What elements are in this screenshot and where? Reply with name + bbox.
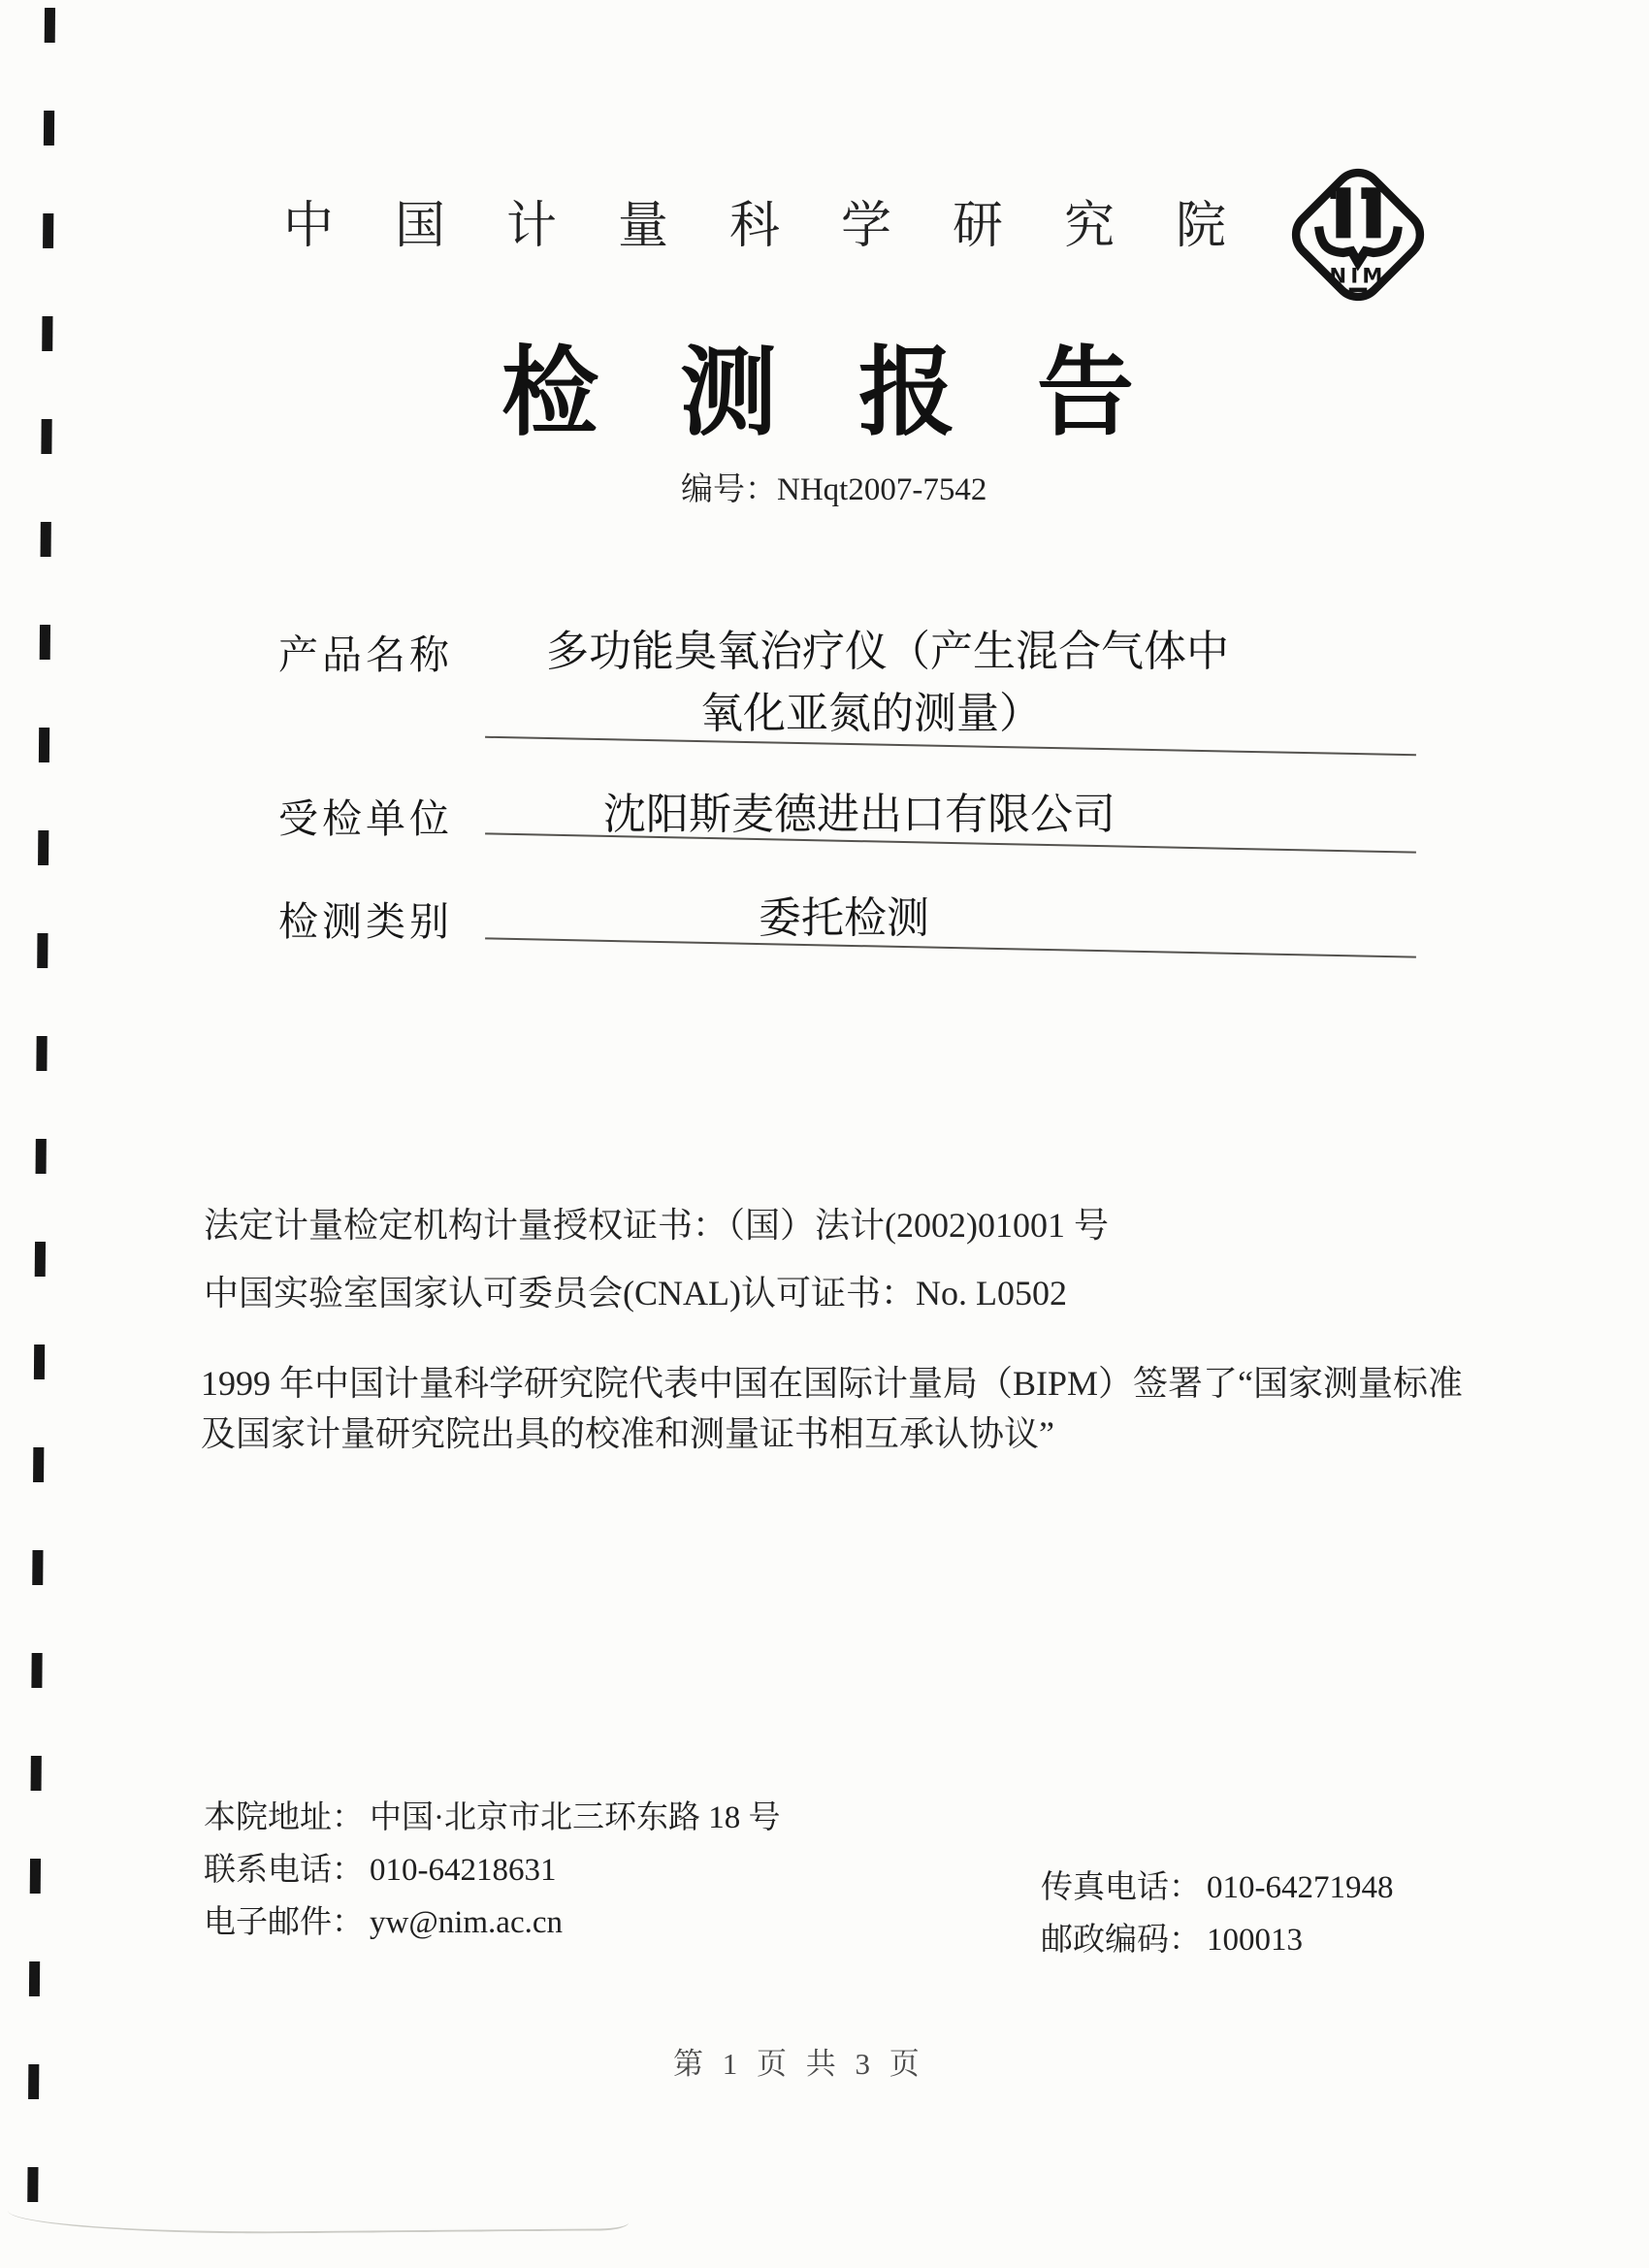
underline-product xyxy=(485,736,1416,756)
bipm-statement-line-1: 1999 年中国计量科学研究院代表中国在国际计量局（BIPM）签署了“国家测量标准 xyxy=(201,1364,1464,1403)
logo-underline xyxy=(1349,288,1367,292)
logo-abbr-text: NIM xyxy=(1329,264,1387,288)
bipm-statement-line-2: 及国家计量研究院出具的校准和测量证书相互承认协议” xyxy=(201,1414,1054,1453)
logo-serif-left xyxy=(1330,187,1336,199)
binding-marks xyxy=(27,8,55,2239)
contact-phone-line xyxy=(204,1855,557,1887)
underline-test-type xyxy=(485,937,1416,957)
report-number-line xyxy=(681,474,986,506)
logo-base-stroke xyxy=(1319,227,1398,263)
email-label: 电子邮件： xyxy=(204,1905,364,1940)
field-label-product: 产品名称 xyxy=(278,632,453,677)
contact-postcode-line xyxy=(1041,1925,1303,1957)
report-number-value: NHqt2007-7542 xyxy=(777,472,987,507)
phone-value: 010-64218631 xyxy=(370,1853,557,1888)
page-number-footer: 第 1 页 共 3 页 xyxy=(673,2047,925,2081)
phone-label: 联系电话： xyxy=(204,1853,364,1888)
logo-bar-right xyxy=(1366,187,1380,238)
nim-logo-svg xyxy=(1277,151,1439,318)
postcode-label: 邮政编码： xyxy=(1041,1923,1201,1958)
report-title: 检测报告 xyxy=(501,340,1215,447)
field-label-client: 受检单位 xyxy=(278,796,453,841)
contact-fax-line xyxy=(1041,1872,1394,1904)
report-number-label: 编号： xyxy=(681,472,777,507)
contact-address-line xyxy=(204,1802,781,1834)
field-label-test-type: 检测类别 xyxy=(278,899,453,944)
field-value-client: 沈阳斯麦德进出口有限公司 xyxy=(603,791,1116,838)
fax-value: 010-64271948 xyxy=(1207,1870,1394,1905)
postcode-value: 100013 xyxy=(1207,1923,1303,1958)
address-value: 中国·北京市北三环东路 18 号 xyxy=(370,1800,781,1835)
scan-page-edge xyxy=(8,2195,629,2236)
field-value-product-line1: 多功能臭氧治疗仪（产生混合气体中 xyxy=(546,628,1229,675)
field-value-product-line2: 氧化亚氮的测量） xyxy=(700,690,1042,737)
organization-name: 中国计量科学研究院 xyxy=(283,199,1288,254)
accreditation-line-2: 中国实验室国家认可委员会(CNAL)认可证书：No. L0502 xyxy=(204,1274,1067,1312)
contact-email-line xyxy=(204,1907,563,1939)
accreditation-line-1: 法定计量检定机构计量授权证书：（国）法计(2002)01001 号 xyxy=(204,1206,1109,1245)
logo-bar-left xyxy=(1336,187,1350,238)
logo-serif-right xyxy=(1361,187,1367,199)
field-value-test-type: 委托检测 xyxy=(759,894,929,942)
nim-logo-icon xyxy=(1277,151,1439,318)
fax-label: 传真电话： xyxy=(1041,1870,1201,1905)
address-label: 本院地址： xyxy=(204,1800,364,1835)
email-value: yw@nim.ac.cn xyxy=(370,1905,563,1940)
